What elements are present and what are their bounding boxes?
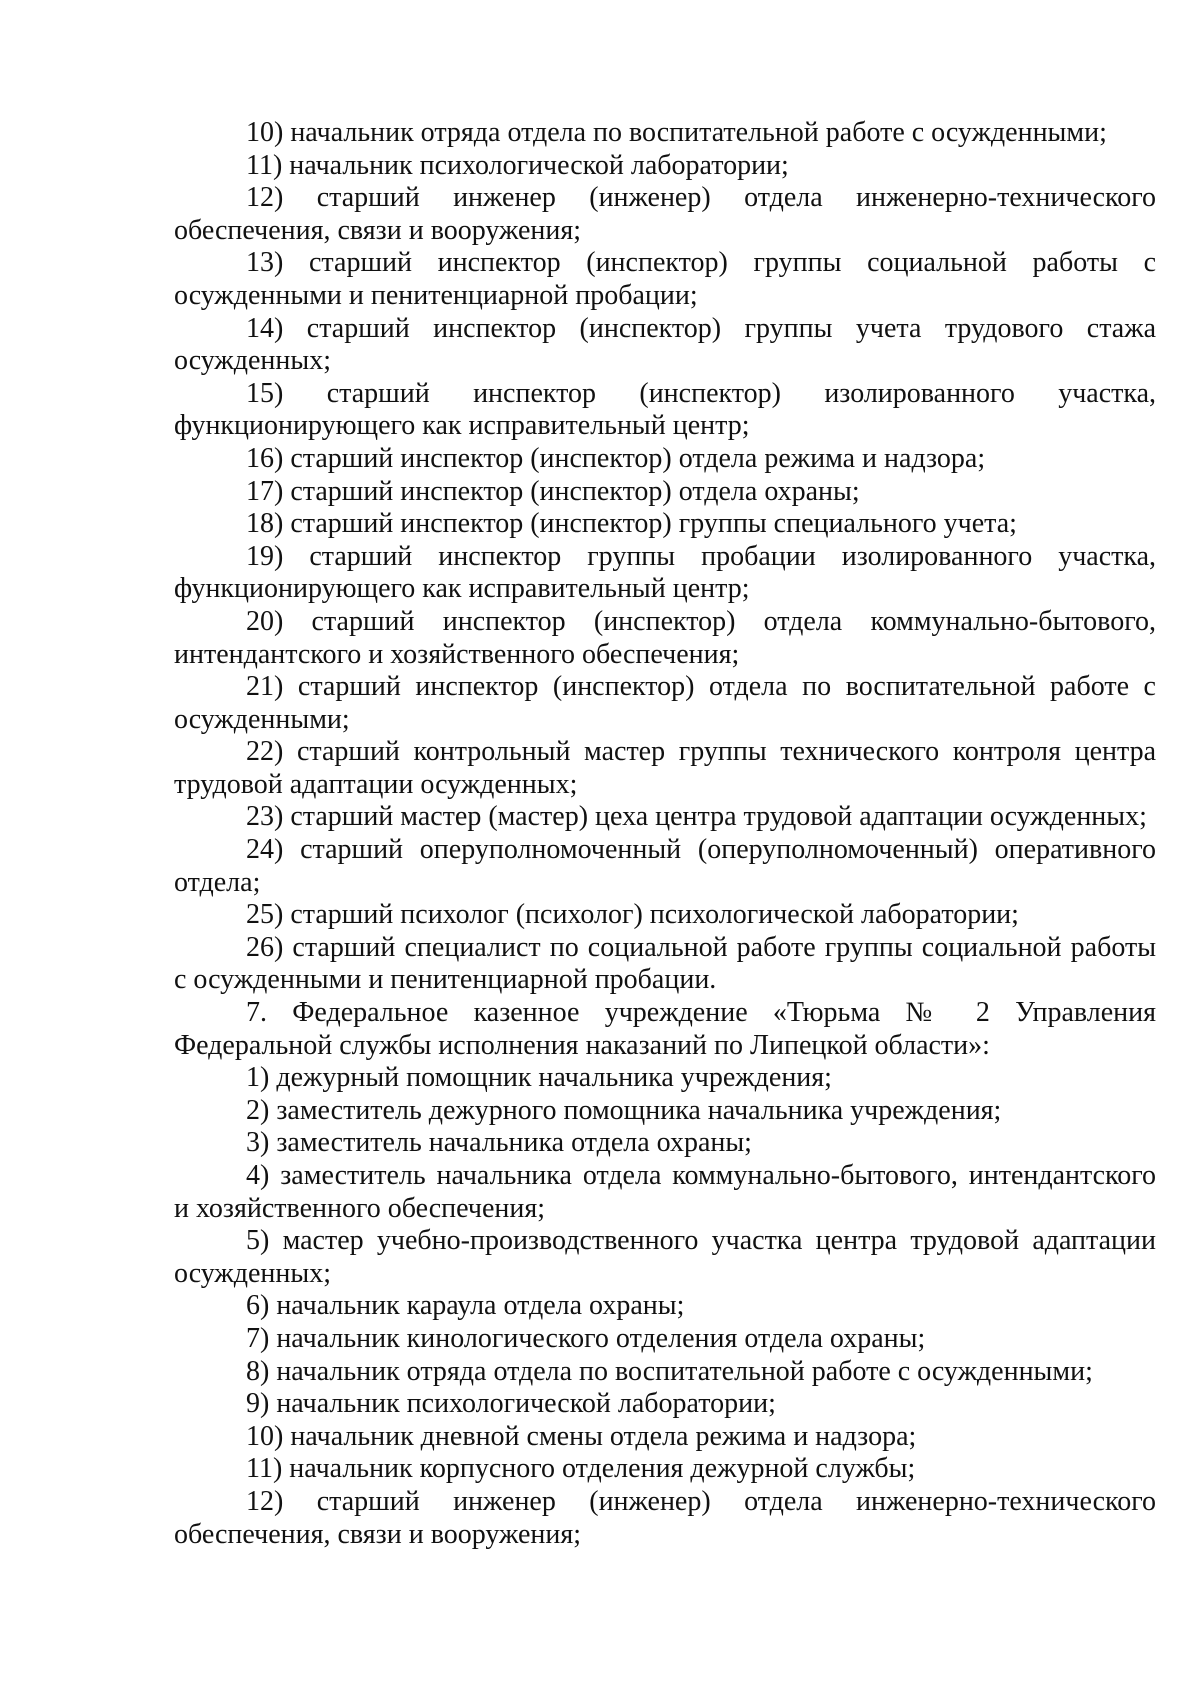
paragraph-30: 12) старший инженер (инженер) отдела инженерно-технического обеспечения, связи и вооружения; xyxy=(174,1485,1156,1550)
paragraph-20: 2) заместитель дежурного помощника начальника учреждения; xyxy=(246,1094,1002,1126)
paragraph-1: 10) начальник отряда отдела по воспитательной работе с осужденными; xyxy=(246,117,1107,148)
paragraph-2: 11) начальник психологической лаборатории; xyxy=(246,149,789,181)
paragraph-9: 18) старший инспектор (инспектор) группы специального учета; xyxy=(246,508,1017,540)
paragraph-11: 20) старший инспектор (инспектор) отдела коммунально-бытового, интендантского и хозяйственного обеспечения; xyxy=(174,605,1156,670)
paragraph-23: 5) мастер учебно-производственного участка центра трудовой адаптации осужденных; xyxy=(174,1225,1156,1289)
document-body xyxy=(174,117,1156,1551)
paragraph-3: 12) старший инженер (инженер) отдела инженерно-технического обеспечения, связи и вооружения; xyxy=(174,182,1156,246)
paragraph-5: 14) старший инспектор (инспектор) группы учета трудового стажа осужденных; xyxy=(174,312,1156,377)
paragraph-28: 10) начальник дневной смены отдела режима и надзора; xyxy=(246,1420,917,1452)
paragraph-21: 3) заместитель начальника отдела охраны; xyxy=(246,1127,752,1159)
paragraph-4: 13) старший инспектор (инспектор) группы социальной работы с осужденными и пенитенциарной пробации; xyxy=(174,247,1156,311)
section-heading-7: 7. Федеральное казенное учреждение «Тюрьма № 2 Управления Федеральной службы исполнения наказаний по Липецкой области»: xyxy=(174,997,1156,1061)
paragraph-10: 19) старший инспектор группы пробации изолированного участка, функционирующего как исправительный центр; xyxy=(174,540,1156,605)
paragraph-25: 7) начальник кинологического отделения отдела охраны; xyxy=(246,1322,926,1354)
paragraph-26: 8) начальник отряда отдела по воспитательной работе с осужденными; xyxy=(246,1355,1093,1387)
paragraph-22: 4) заместитель начальника отдела коммунально-бытового, интендантского и хозяйственного обеспечения; xyxy=(174,1160,1156,1224)
paragraph-15: 24) старший оперуполномоченный (оперуполномоченный) оперативного отдела; xyxy=(174,834,1156,898)
paragraph-24: 6) начальник караула отдела охраны; xyxy=(246,1290,685,1322)
paragraph-29: 11) начальник корпусного отделения дежурной службы; xyxy=(246,1453,916,1485)
paragraph-8: 17) старший инспектор (инспектор) отдела охраны; xyxy=(246,475,860,507)
paragraph-12: 21) старший инспектор (инспектор) отдела по воспитательной работе с осужденными; xyxy=(174,671,1156,735)
paragraph-17: 26) старший специалист по социальной работе группы социальной работы с осужденными и пенитенциарной пробации. xyxy=(174,931,1156,996)
paragraph-7: 16) старший инспектор (инспектор) отдела режима и надзора; xyxy=(246,442,986,474)
paragraph-13: 22) старший контрольный мастер группы технического контроля центра трудовой адаптации осужденных; xyxy=(174,736,1156,800)
paragraph-6: 15) старший инспектор (инспектор) изолированного участка, функционирующего как исправительный центр; xyxy=(174,377,1156,442)
paragraph-19: 1) дежурный помощник начальника учреждения; xyxy=(246,1062,832,1094)
paragraph-27: 9) начальник психологической лаборатории; xyxy=(246,1388,776,1420)
paragraph-16: 25) старший психолог (психолог) психологической лаборатории; xyxy=(246,899,1019,931)
paragraph-14: 23) старший мастер (мастер) цеха центра трудовой адаптации осужденных; xyxy=(246,801,1147,833)
